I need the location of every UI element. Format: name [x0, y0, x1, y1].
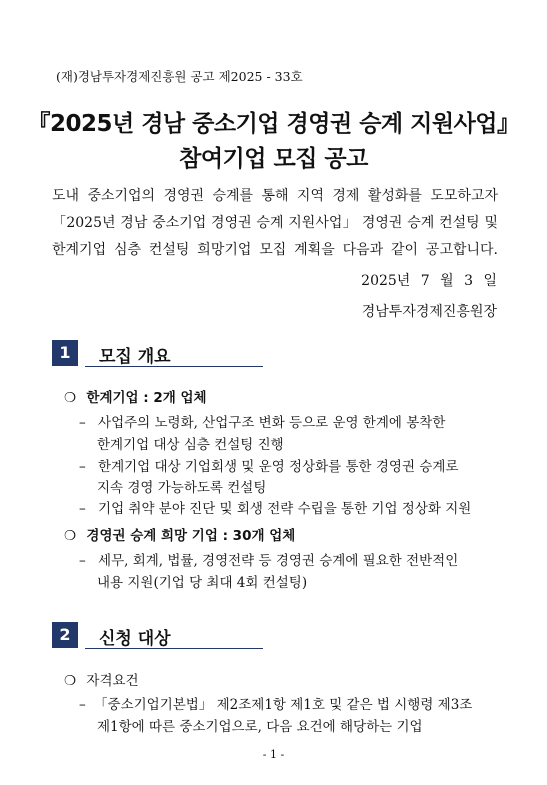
- list-item-text: 한계기업 대상 기업회생 및 운영 정상화를 통한 경영권 승계로: [98, 459, 459, 475]
- section-2-group-1-heading: [64, 669, 139, 689]
- intro-line-3: 한계기업 심층 컨설팅 희망기업 모집 계획을 다음과 같이 공고합니다.: [52, 242, 498, 258]
- list-item-text: 기업 취약 분야 진단 및 회생 전략 수립을 통한 기업 정상화 지원: [98, 501, 472, 517]
- section-1-group-2-heading: [64, 524, 295, 544]
- list-item-continuation: 한계기업 대상 심층 컨설팅 진행: [97, 437, 284, 453]
- section-1-number-box: 1: [52, 340, 78, 366]
- circle-bullet-icon: ❍: [64, 390, 77, 406]
- section-1-title: 모집 개요: [99, 347, 171, 367]
- section-1-underline: [85, 366, 263, 367]
- list-item-continuation: 제1항에 따른 중소기업으로, 다음 요건에 해당하는 기업: [97, 719, 423, 735]
- list-item-text: 사업주의 노령화, 산업구조 변화 등으로 운영 한계에 봉착한: [98, 415, 446, 431]
- page-number: - 1 -: [262, 748, 285, 761]
- notice-number: (재)경남투자경제진흥원 공고 제2025 - 33호: [56, 69, 303, 84]
- page-title-line2: 참여기업 모집 공고: [179, 146, 368, 172]
- list-item-text: 세무, 회계, 법률, 경영전략 등 경영권 승계에 필요한 전반적인: [98, 553, 459, 569]
- list-item: [79, 693, 472, 713]
- list-item: [79, 549, 458, 569]
- dash-bullet-icon: –: [79, 501, 86, 517]
- page-title-line1: 『2025년 경남 중소기업 경영권 승계 지원사업』: [27, 111, 520, 137]
- group-heading: 한계기업 : 2개 업체: [86, 390, 207, 406]
- list-item: [79, 411, 445, 431]
- list-item: [79, 455, 458, 475]
- intro-line-2: 「2025년 경남 중소기업 경영권 승계 지원사업」 경영권 승계 컨설팅 및: [52, 215, 498, 231]
- section-1-group-1-heading: [64, 386, 207, 406]
- section-2-number-box: 2: [52, 622, 78, 648]
- dash-bullet-icon: –: [79, 459, 86, 475]
- group-heading: 경영권 승계 희망 기업 : 30개 업체: [86, 528, 296, 544]
- list-item-text: 「중소기업기본법」 제2조제1항 제1호 및 같은 법 시행령 제3조: [94, 697, 473, 713]
- dash-bullet-icon: –: [79, 697, 86, 713]
- group-heading: 자격요건: [86, 673, 139, 689]
- list-item-continuation: 지속 경영 가능하도록 컨설팅: [97, 480, 267, 496]
- dash-bullet-icon: –: [79, 415, 86, 431]
- circle-bullet-icon: ❍: [64, 673, 77, 689]
- list-item: [79, 497, 471, 517]
- list-item-continuation: 내용 지원(기업 당 최대 4회 컨설팅): [97, 575, 308, 591]
- section-2-title: 신청 대상: [99, 629, 171, 649]
- intro-line-1: 도내 중소기업의 경영권 승계를 통해 지역 경제 활성화를 도모하고자: [52, 188, 498, 204]
- signer: 경남투자경제진흥원장: [361, 304, 497, 320]
- announcement-date: 2025년 7 월 3 일: [361, 273, 497, 289]
- circle-bullet-icon: ❍: [64, 528, 77, 544]
- dash-bullet-icon: –: [79, 553, 86, 569]
- section-2-underline: [85, 648, 263, 649]
